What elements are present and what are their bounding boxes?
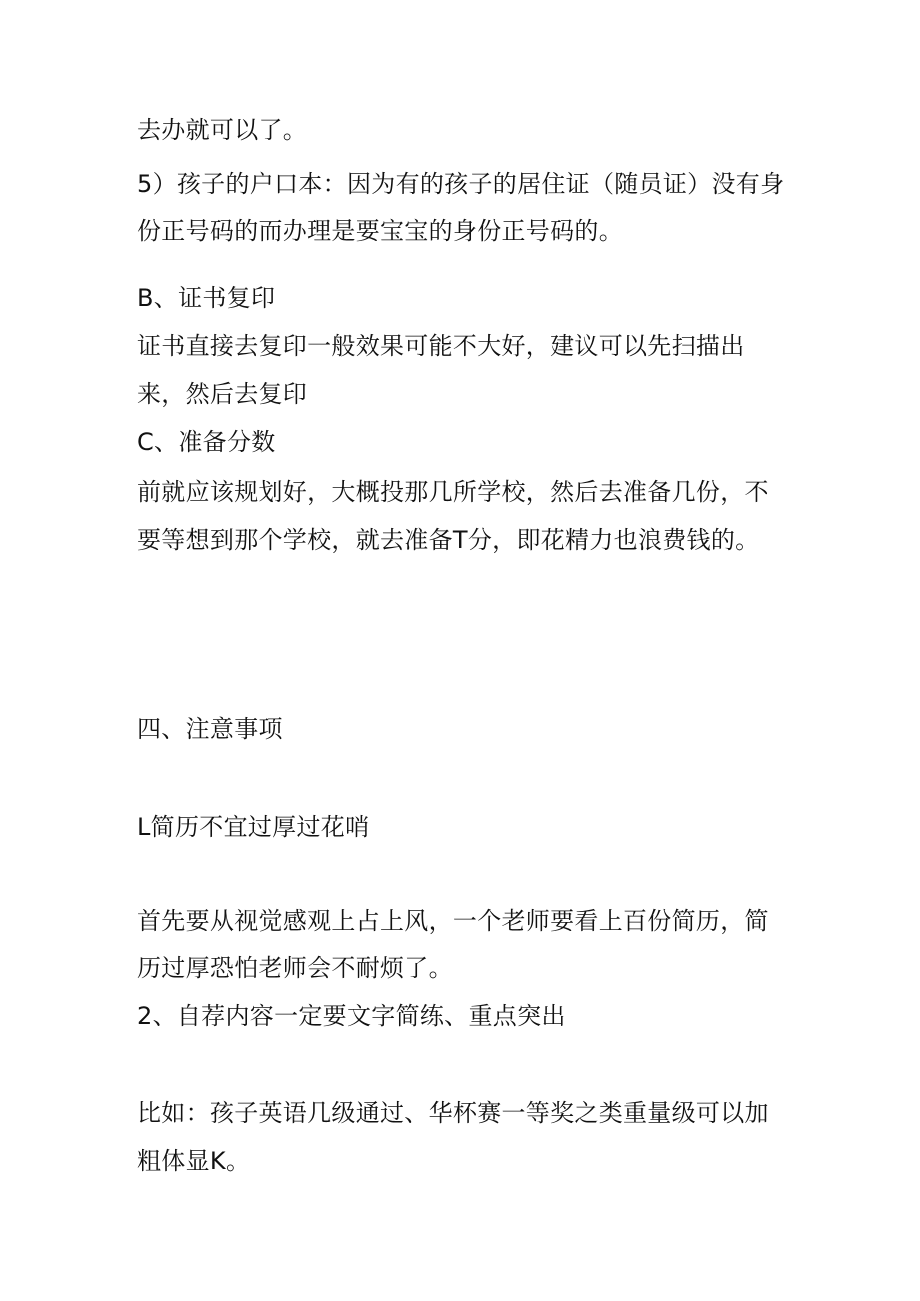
section-heading-4: 四、注意事项 bbox=[137, 715, 283, 743]
text-line-9: 要等想到那个学校，就去准备T分，即花精力也浪费钱的。 bbox=[137, 526, 760, 554]
text-line-2: 5）孩子的户口本：因为有的孩子的居住证（随员证）没有身 bbox=[137, 170, 785, 198]
text-line-13: 历过厚恐怕老师会不耐烦了。 bbox=[137, 954, 453, 982]
text-line-12: 首先要从视觉感观上占上风，一个老师要看上百份简历，简 bbox=[137, 907, 769, 935]
text-line-1: 去办就可以了。 bbox=[137, 116, 308, 144]
section-heading-c: C、准备分数 bbox=[137, 428, 276, 456]
text-line-5: 证书直接去复印一般效果可能不大好，建议可以先扫描出 bbox=[137, 332, 745, 360]
subheading-1: L简历不宜过厚过花哨 bbox=[137, 813, 370, 841]
text-line-6: 来，然后去复印 bbox=[137, 380, 308, 408]
text-line-15: 比如：孩子英语几级通过、华杯赛一等奖之类重量级可以加 bbox=[137, 1099, 769, 1127]
text-line-3: 份正号码的而办理是要宝宝的身份正号码的。 bbox=[137, 217, 623, 245]
text-line-8: 前就应该规划好，大概投那几所学校，然后去准备几份，不 bbox=[137, 478, 769, 506]
section-heading-b: B、证书复印 bbox=[137, 284, 276, 312]
subheading-2: 2、自荐内容一定要文字简练、重点突出 bbox=[137, 1002, 566, 1030]
text-line-16: 粗体显K。 bbox=[137, 1147, 251, 1175]
